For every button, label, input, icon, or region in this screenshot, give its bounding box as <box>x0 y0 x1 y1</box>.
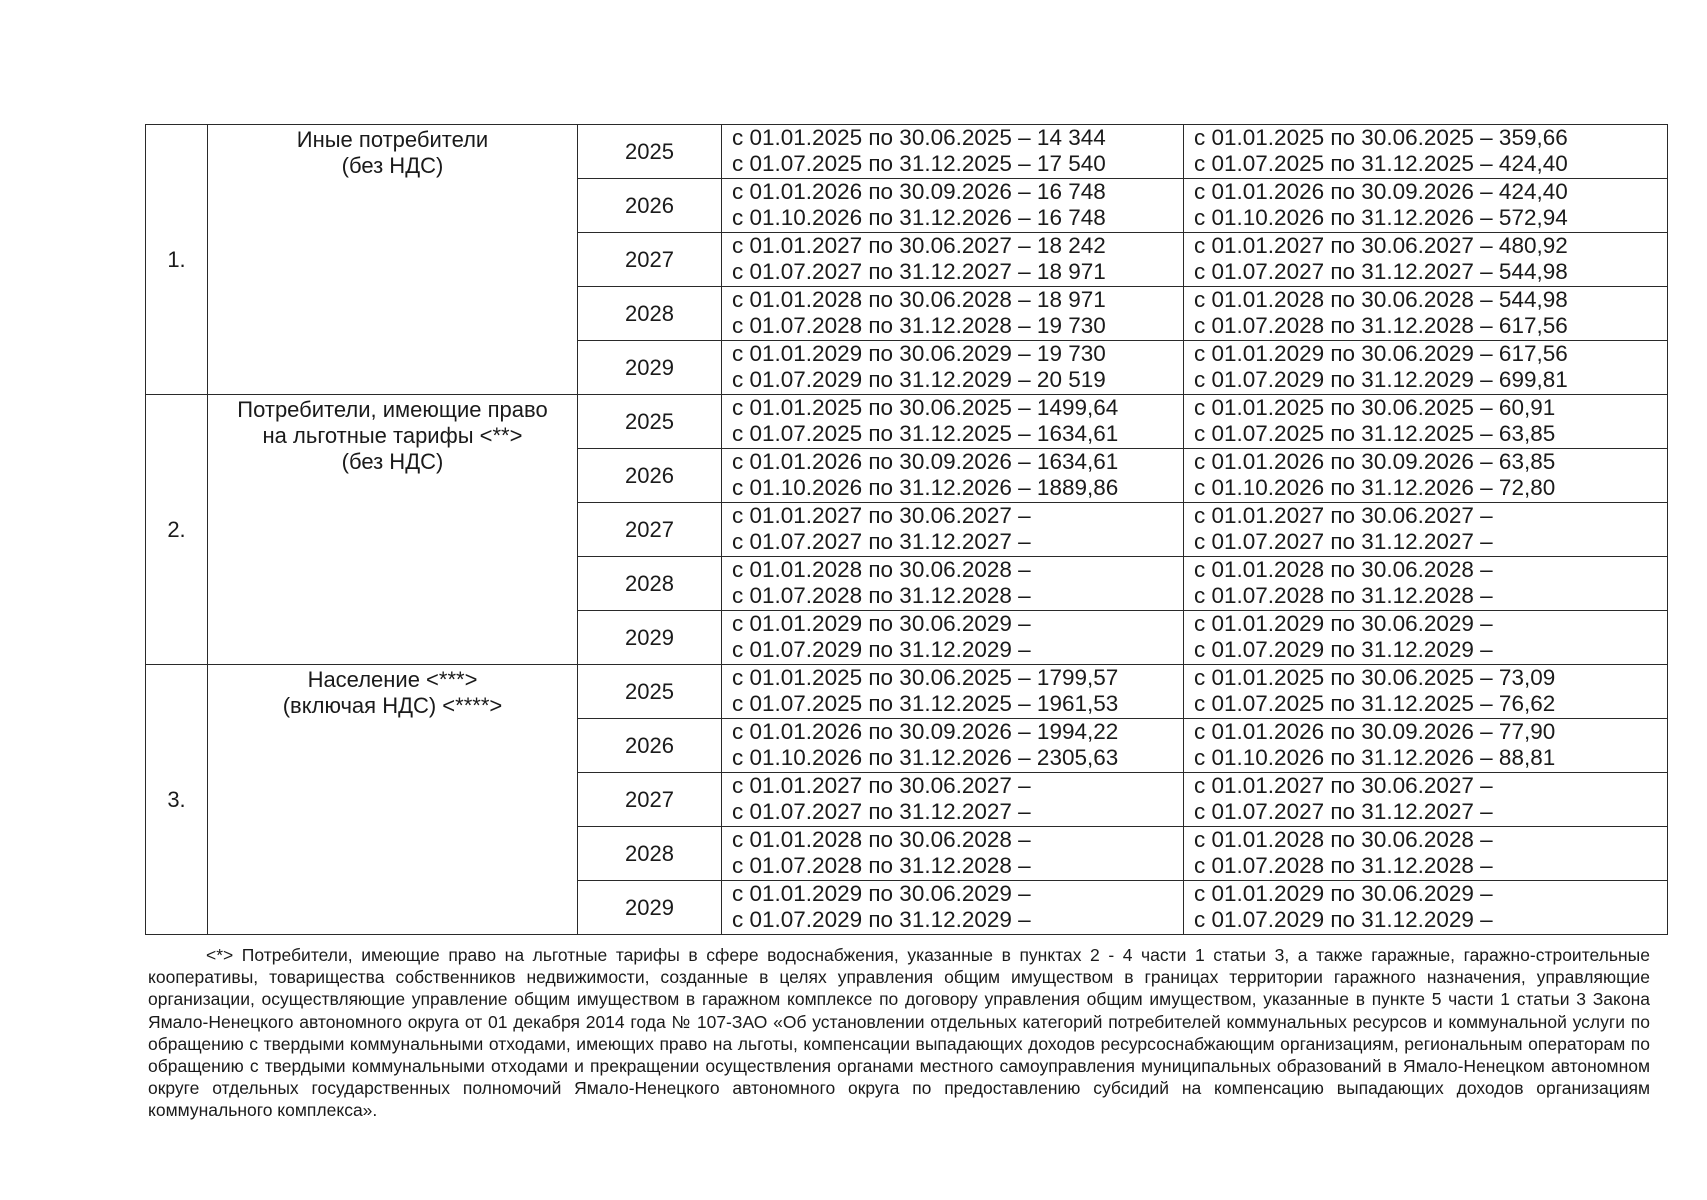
tariff-periods-cell <box>722 881 1184 935</box>
tariff-period-line: с 01.07.2029 по 31.12.2029 – 699,81 <box>1194 367 1568 392</box>
tariff-period-line: с 01.01.2025 по 30.06.2025 – 1799,57 <box>732 665 1119 690</box>
tariff-periods-cell-2 <box>1184 179 1668 233</box>
tariff-period-line: с 01.01.2026 по 30.09.2026 – 77,90 <box>1194 719 1556 744</box>
tariff-periods-cell-2 <box>1184 395 1668 449</box>
tariff-periods-cell-2 <box>1184 287 1668 341</box>
tariff-period-line: с 01.10.2026 по 31.12.2026 – 88,81 <box>1194 745 1556 770</box>
tariff-period-line: с 01.01.2029 по 30.06.2029 – 19 730 <box>732 341 1106 366</box>
year-cell: 2028 <box>578 827 722 881</box>
tariff-period-line: с 01.07.2028 по 31.12.2028 – <box>732 583 1031 608</box>
tariff-periods-cell-2 <box>1184 557 1668 611</box>
tariff-period-line: с 01.01.2029 по 30.06.2029 – <box>1194 881 1493 906</box>
tariff-table <box>145 124 1668 935</box>
year-cell: 2025 <box>578 125 722 179</box>
tariff-period-line: с 01.01.2029 по 30.06.2029 – <box>1194 611 1493 636</box>
tariff-period-line: с 01.07.2027 по 31.12.2027 – 544,98 <box>1194 259 1568 284</box>
tariff-periods-cell-2 <box>1184 449 1668 503</box>
tariff-periods-cell <box>722 395 1184 449</box>
tariff-period-line: с 01.01.2025 по 30.06.2025 – 14 344 <box>732 125 1106 150</box>
tariff-period-line: с 01.10.2026 по 31.12.2026 – 16 748 <box>732 205 1106 230</box>
tariff-period-line: с 01.01.2029 по 30.06.2029 – <box>732 611 1031 636</box>
tariff-periods-cell-2 <box>1184 773 1668 827</box>
year-cell: 2027 <box>578 503 722 557</box>
tariff-period-line: с 01.01.2028 по 30.06.2028 – <box>1194 827 1493 852</box>
tariff-period-line: с 01.07.2028 по 31.12.2028 – <box>1194 583 1493 608</box>
tariff-periods-cell <box>722 557 1184 611</box>
tariff-period-line: с 01.07.2025 по 31.12.2025 – 17 540 <box>732 151 1106 176</box>
tariff-period-line: с 01.07.2025 по 31.12.2025 – 1634,61 <box>732 421 1119 446</box>
tariff-period-line: с 01.01.2028 по 30.06.2028 – <box>732 557 1031 582</box>
tariff-period-line: с 01.01.2027 по 30.06.2027 – <box>732 503 1031 528</box>
tariff-period-line: с 01.01.2025 по 30.06.2025 – 60,91 <box>1194 395 1556 420</box>
tariff-period-line: с 01.07.2025 по 31.12.2025 – 424,40 <box>1194 151 1568 176</box>
tariff-periods-cell <box>722 827 1184 881</box>
tariff-periods-cell-2 <box>1184 827 1668 881</box>
consumer-category <box>208 395 578 665</box>
category-line: (без НДС) <box>341 449 444 474</box>
tariff-period-line: с 01.07.2028 по 31.12.2028 – 617,56 <box>1194 313 1568 338</box>
tariff-periods-cell-2 <box>1184 665 1668 719</box>
category-line: (включая НДС) <****> <box>282 693 503 718</box>
year-cell: 2028 <box>578 557 722 611</box>
tariff-period-line: с 01.07.2025 по 31.12.2025 – 1961,53 <box>732 691 1119 716</box>
tariff-period-line: с 01.10.2026 по 31.12.2026 – 2305,63 <box>732 745 1119 770</box>
year-cell: 2027 <box>578 773 722 827</box>
tariff-periods-cell <box>722 503 1184 557</box>
tariff-period-line: с 01.07.2029 по 31.12.2029 – <box>732 637 1031 662</box>
tariff-period-line: с 01.01.2027 по 30.06.2027 – 480,92 <box>1194 233 1568 258</box>
tariff-period-line: с 01.01.2027 по 30.06.2027 – <box>1194 773 1493 798</box>
tariff-periods-cell <box>722 665 1184 719</box>
year-cell: 2026 <box>578 449 722 503</box>
tariff-period-line: с 01.01.2028 по 30.06.2028 – 18 971 <box>732 287 1106 312</box>
tariff-period-line: с 01.07.2029 по 31.12.2029 – <box>732 907 1031 932</box>
tariff-period-line: с 01.01.2026 по 30.09.2026 – 424,40 <box>1194 179 1568 204</box>
tariff-period-line: с 01.01.2028 по 30.06.2028 – <box>1194 557 1493 582</box>
tariff-period-line: с 01.07.2029 по 31.12.2029 – <box>1194 907 1493 932</box>
tariff-period-line: с 01.01.2027 по 30.06.2027 – <box>1194 503 1493 528</box>
tariff-period-line: с 01.01.2026 по 30.09.2026 – 1634,61 <box>732 449 1119 474</box>
tariff-period-line: с 01.01.2025 по 30.06.2025 – 73,09 <box>1194 665 1556 690</box>
year-cell: 2027 <box>578 233 722 287</box>
tariff-periods-cell <box>722 449 1184 503</box>
table-row <box>146 665 1668 719</box>
tariff-period-line: с 01.07.2028 по 31.12.2028 – <box>732 853 1031 878</box>
row-number: 3. <box>146 665 208 935</box>
tariff-period-line: с 01.01.2026 по 30.09.2026 – 1994,22 <box>732 719 1119 744</box>
category-line: (без НДС) <box>341 153 444 178</box>
tariff-periods-cell <box>722 611 1184 665</box>
tariff-period-line: с 01.07.2025 по 31.12.2025 – 76,62 <box>1194 691 1556 716</box>
tariff-periods-cell <box>722 233 1184 287</box>
tariff-period-line: с 01.01.2027 по 30.06.2027 – <box>732 773 1031 798</box>
row-number: 2. <box>146 395 208 665</box>
tariff-period-line: с 01.01.2029 по 30.06.2029 – <box>732 881 1031 906</box>
tariff-period-line: с 01.07.2027 по 31.12.2027 – <box>1194 529 1493 554</box>
year-cell: 2029 <box>578 881 722 935</box>
tariff-period-line: с 01.10.2026 по 31.12.2026 – 72,80 <box>1194 475 1556 500</box>
tariff-periods-cell-2 <box>1184 503 1668 557</box>
year-cell: 2029 <box>578 341 722 395</box>
year-cell: 2029 <box>578 611 722 665</box>
tariff-periods-cell <box>722 179 1184 233</box>
tariff-period-line: с 01.07.2029 по 31.12.2029 – 20 519 <box>732 367 1106 392</box>
tariff-period-line: с 01.01.2029 по 30.06.2029 – 617,56 <box>1194 341 1568 366</box>
tariff-periods-cell-2 <box>1184 125 1668 179</box>
tariff-periods-cell <box>722 341 1184 395</box>
tariff-period-line: с 01.01.2028 по 30.06.2028 – 544,98 <box>1194 287 1568 312</box>
tariff-period-line: с 01.10.2026 по 31.12.2026 – 572,94 <box>1194 205 1568 230</box>
row-number: 1. <box>146 125 208 395</box>
tariff-period-line: с 01.01.2026 по 30.09.2026 – 63,85 <box>1194 449 1556 474</box>
tariff-periods-cell-2 <box>1184 341 1668 395</box>
tariff-periods-cell <box>722 773 1184 827</box>
tariff-periods-cell-2 <box>1184 881 1668 935</box>
table-row <box>146 125 1668 179</box>
consumer-category <box>208 125 578 395</box>
tariff-periods-cell <box>722 125 1184 179</box>
tariff-periods-cell <box>722 287 1184 341</box>
category-line: Потребители, имеющие право <box>237 397 548 422</box>
tariff-period-line: с 01.07.2027 по 31.12.2027 – 18 971 <box>732 259 1106 284</box>
category-line: на льготные тарифы <**> <box>262 423 523 448</box>
year-cell: 2025 <box>578 665 722 719</box>
category-line: Население <***> <box>307 667 478 692</box>
table-row <box>146 395 1668 449</box>
tariff-periods-cell-2 <box>1184 611 1668 665</box>
tariff-period-line: с 01.01.2025 по 30.06.2025 – 1499,64 <box>732 395 1119 420</box>
tariff-period-line: с 01.07.2027 по 31.12.2027 – <box>1194 799 1493 824</box>
tariff-periods-cell-2 <box>1184 719 1668 773</box>
tariff-period-line: с 01.07.2027 по 31.12.2027 – <box>732 799 1031 824</box>
tariff-period-line: с 01.07.2029 по 31.12.2029 – <box>1194 637 1493 662</box>
tariff-period-line: с 01.07.2028 по 31.12.2028 – 19 730 <box>732 313 1106 338</box>
tariff-period-line: с 01.07.2025 по 31.12.2025 – 63,85 <box>1194 421 1556 446</box>
year-cell: 2028 <box>578 287 722 341</box>
year-cell: 2025 <box>578 395 722 449</box>
consumer-category <box>208 665 578 935</box>
tariff-periods-cell <box>722 719 1184 773</box>
tariff-period-line: с 01.01.2027 по 30.06.2027 – 18 242 <box>732 233 1106 258</box>
tariff-period-line: с 01.01.2028 по 30.06.2028 – <box>732 827 1031 852</box>
category-line: Иные потребители <box>296 127 489 152</box>
tariff-period-line: с 01.01.2026 по 30.09.2026 – 16 748 <box>732 179 1106 204</box>
year-cell: 2026 <box>578 719 722 773</box>
tariff-period-line: с 01.10.2026 по 31.12.2026 – 1889,86 <box>732 475 1119 500</box>
tariff-periods-cell-2 <box>1184 233 1668 287</box>
tariff-period-line: с 01.07.2027 по 31.12.2027 – <box>732 529 1031 554</box>
footnote: <*> Потребители, имеющие право на льготные тарифы в сфере водоснабжения, указанные в пунктах 2 - 4 части 1 статьи 3, а также гаражные, гаражно-строительные кооперативы, товарищества собственников недвижимости, созданные в целях управления общим имуществом в границах территории гаражного назначения, управляющие организации, осуществляющие управление общим имуществом в гаражном комплексе по договору управления общим имуществом, указанные в пункте 5 части 1 статьи 3 Закона Ямало-Ненецкого автономного округа от 01 декабря 2014 года № 107-ЗАО «Об установлении отдельных категорий потребителей коммунальных ресурсов и коммунальной услуги по обращению с твердыми коммунальными отходами, имеющих право на льготы, компенсации выпадающих доходов ресурсоснабжающим организациям, региональным операторам по обращению с твердыми коммунальными отходами и прекращении осуществления органами местного самоуправления муниципальных образований в Ямало-Ненецком автономном округе отдельных государственных полномочий Ямало-Ненецкого автономного округа по предоставлению субсидий на компенсацию выпадающих доходов организациям коммунального комплекса». <box>148 945 1650 1121</box>
year-cell: 2026 <box>578 179 722 233</box>
tariff-period-line: с 01.01.2025 по 30.06.2025 – 359,66 <box>1194 125 1568 150</box>
tariff-period-line: с 01.07.2028 по 31.12.2028 – <box>1194 853 1493 878</box>
